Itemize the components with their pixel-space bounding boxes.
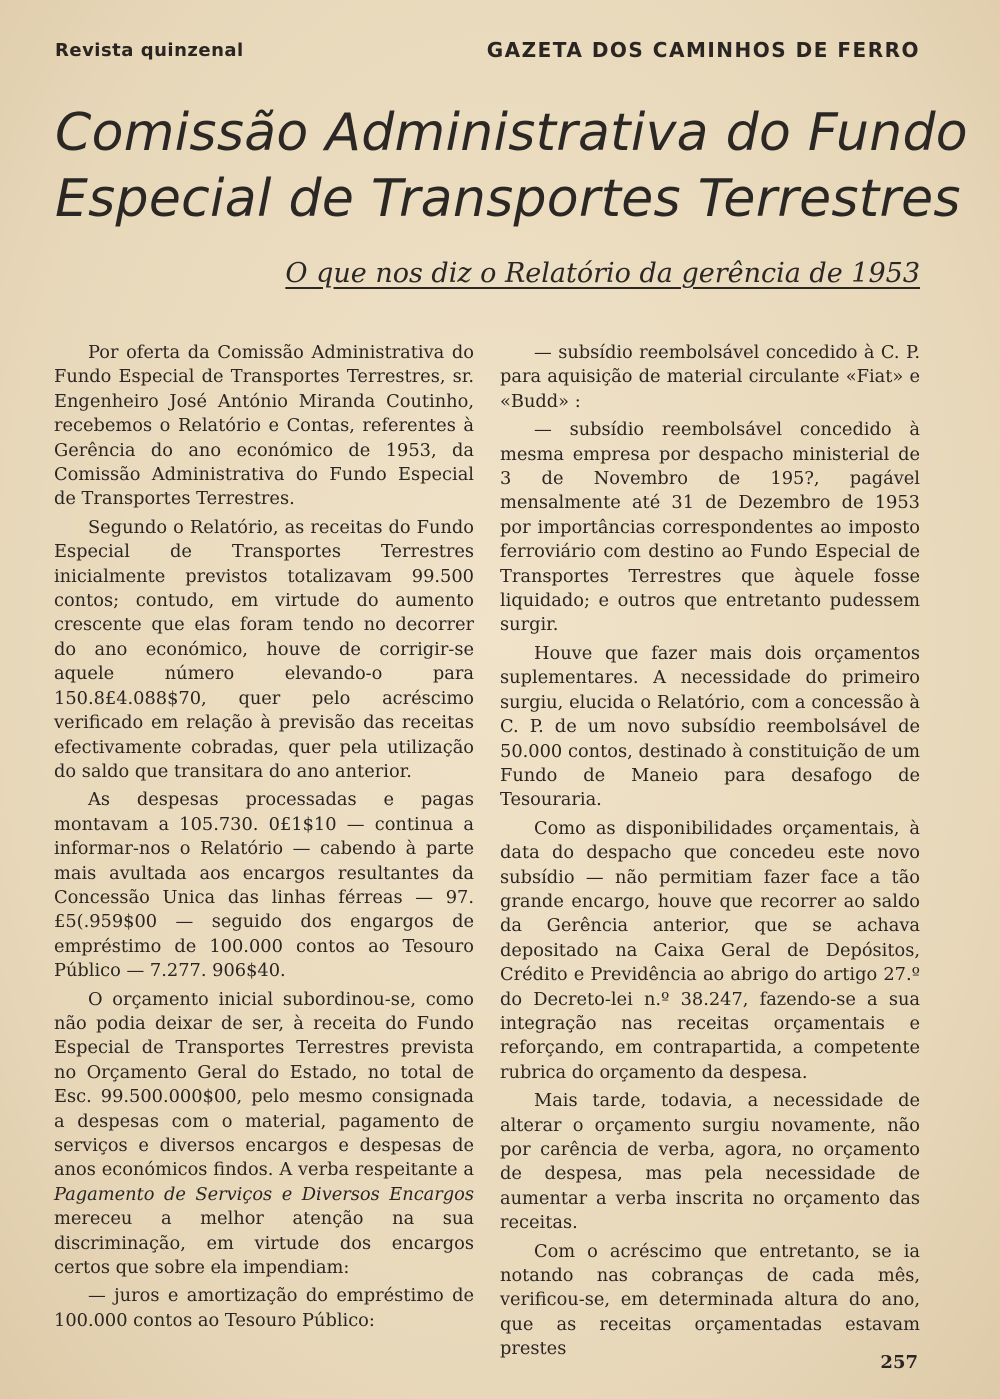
paragraph: Houve que fazer mais dois orçamentos suplementares. A necessidade do primeiro surgiu, elucida o Relatório, com a concessão à C. P. de um novo subsídio reembolsável de 50.000 contos, destinado à constituição de um Fundo de Maneio para desafogo de Tesouraria. (500, 642, 920, 811)
article-title-line-2: Especial de Transportes Terrestres (55, 169, 961, 229)
paragraph-text: O orçamento inicial subordinou-se, como não podia deixar de ser, à receita do Fundo Especial de Transportes Terrestres prevista no Orçamento Geral do Estado, no total de Esc. 99.500.000$00, pelo mesmo consignada a despesas com o material, pagamento de serviços e diversos encargos e despesas de anos económicos findos. A verba respeitante a (54, 988, 474, 1181)
paragraph: — subsídio reembolsável concedido à C. P. para aquisição de material circulante «Fiat» e «Budd» : (500, 342, 920, 412)
paragraph (54, 988, 474, 1281)
paragraph: Segundo o Relatório, as receitas do Fundo Especial de Transportes Terrestres inicialmente previstos totalizavam 99.500 contos; contudo, em virtude do aumento crescente que elas foram tendo no decorrer do ano económico, houve de corrigir-se aquele número elevando-o para 150.8£4.088$70, quer pelo acréscimo verificado em relação à previsão das receitas efectivamente cobradas, quer pela utilização do saldo que transitara do ano anterior. (54, 516, 474, 782)
paragraph: As despesas processadas e pagas montavam a 105.730. 0£1$10 — continua a informar-nos o Relatório — cabendo à parte mais avultada aos encargos resultantes da Concessão Unica das linhas férreas — 97.£5(.959$00 — seguido dos engargos de empréstimo de 100.000 contos ao Tesouro Público — 7.277. 906$40. (54, 789, 474, 982)
paragraph-text: mereceu a melhor atenção na sua discriminação, em virtude dos encargos certos que sobre ela impendiam: (54, 1208, 474, 1279)
article-subtitle: O que nos diz o Relatório da gerência de 1953 (285, 258, 920, 289)
paragraph: Como as disponibilidades orçamentais, à data do despacho que concedeu este novo subsídio — não permitiam fazer face a tão grande encargo, houve que recorrer ao saldo da Gerência anterior, que se achava depositado na Caixa Geral de Depósitos, Crédito e Previdência ao abrigo do artigo 27.º do Decreto-lei n.º 38.247, fazendo-se a sua integração nas receitas orçamentais e reforçando, em contrapartida, a competente rubrica do orçamento da despesa. (500, 817, 920, 1083)
running-header-right: GAZETA DOS CAMINHOS DE FERRO (486, 38, 920, 62)
paragraph: Mais tarde, todavia, a necessidade de alterar o orçamento surgiu novamente, não por carência de verba, agora, no orçamento de despesa, mas pela necessidade de aumentar a verba inscrita no orçamento das receitas. (500, 1090, 920, 1234)
paragraph: — subsídio reembolsável concedido à mesma empresa por despacho ministerial de 3 de Novembro de 195?, pagável mensalmente até 31 de Dezembro de 1953 por importâncias correspondentes ao imposto ferroviário com destino ao Fundo Especial de Transportes Terrestres que àquele fosse liquidado; e outros que entretanto pudessem surgir. (500, 419, 920, 636)
paragraph: Por oferta da Comissão Administrativa do Fundo Especial de Transportes Terrestres, sr. Engenheiro José António Miranda Coutinho, recebemos o Relatório e Contas, referentes à Gerência do ano económico de 1953, da Comissão Administrativa do Fundo Especial de Transportes Terrestres. (54, 342, 474, 510)
right-column (500, 341, 920, 1366)
left-column (54, 341, 474, 1337)
page-number: 257 (880, 1352, 918, 1373)
article-title-line-1: Comissão Administrativa do Fundo (55, 103, 968, 163)
paragraph: — juros e amortização do empréstimo de 100.000 contos ao Tesouro Público: (54, 1285, 474, 1331)
paragraph-italic-text: Pagamento de Serviços e Diversos Encargos (54, 1183, 474, 1205)
article-title (55, 100, 968, 232)
paragraph: Com o acréscimo que entretanto, se ia notando nas cobranças de cada mês, verificou-se, em determinada altura do ano, que as receitas orçamentadas estavam prestes (500, 1240, 920, 1360)
running-header-left: Revista quinzenal (55, 40, 244, 61)
